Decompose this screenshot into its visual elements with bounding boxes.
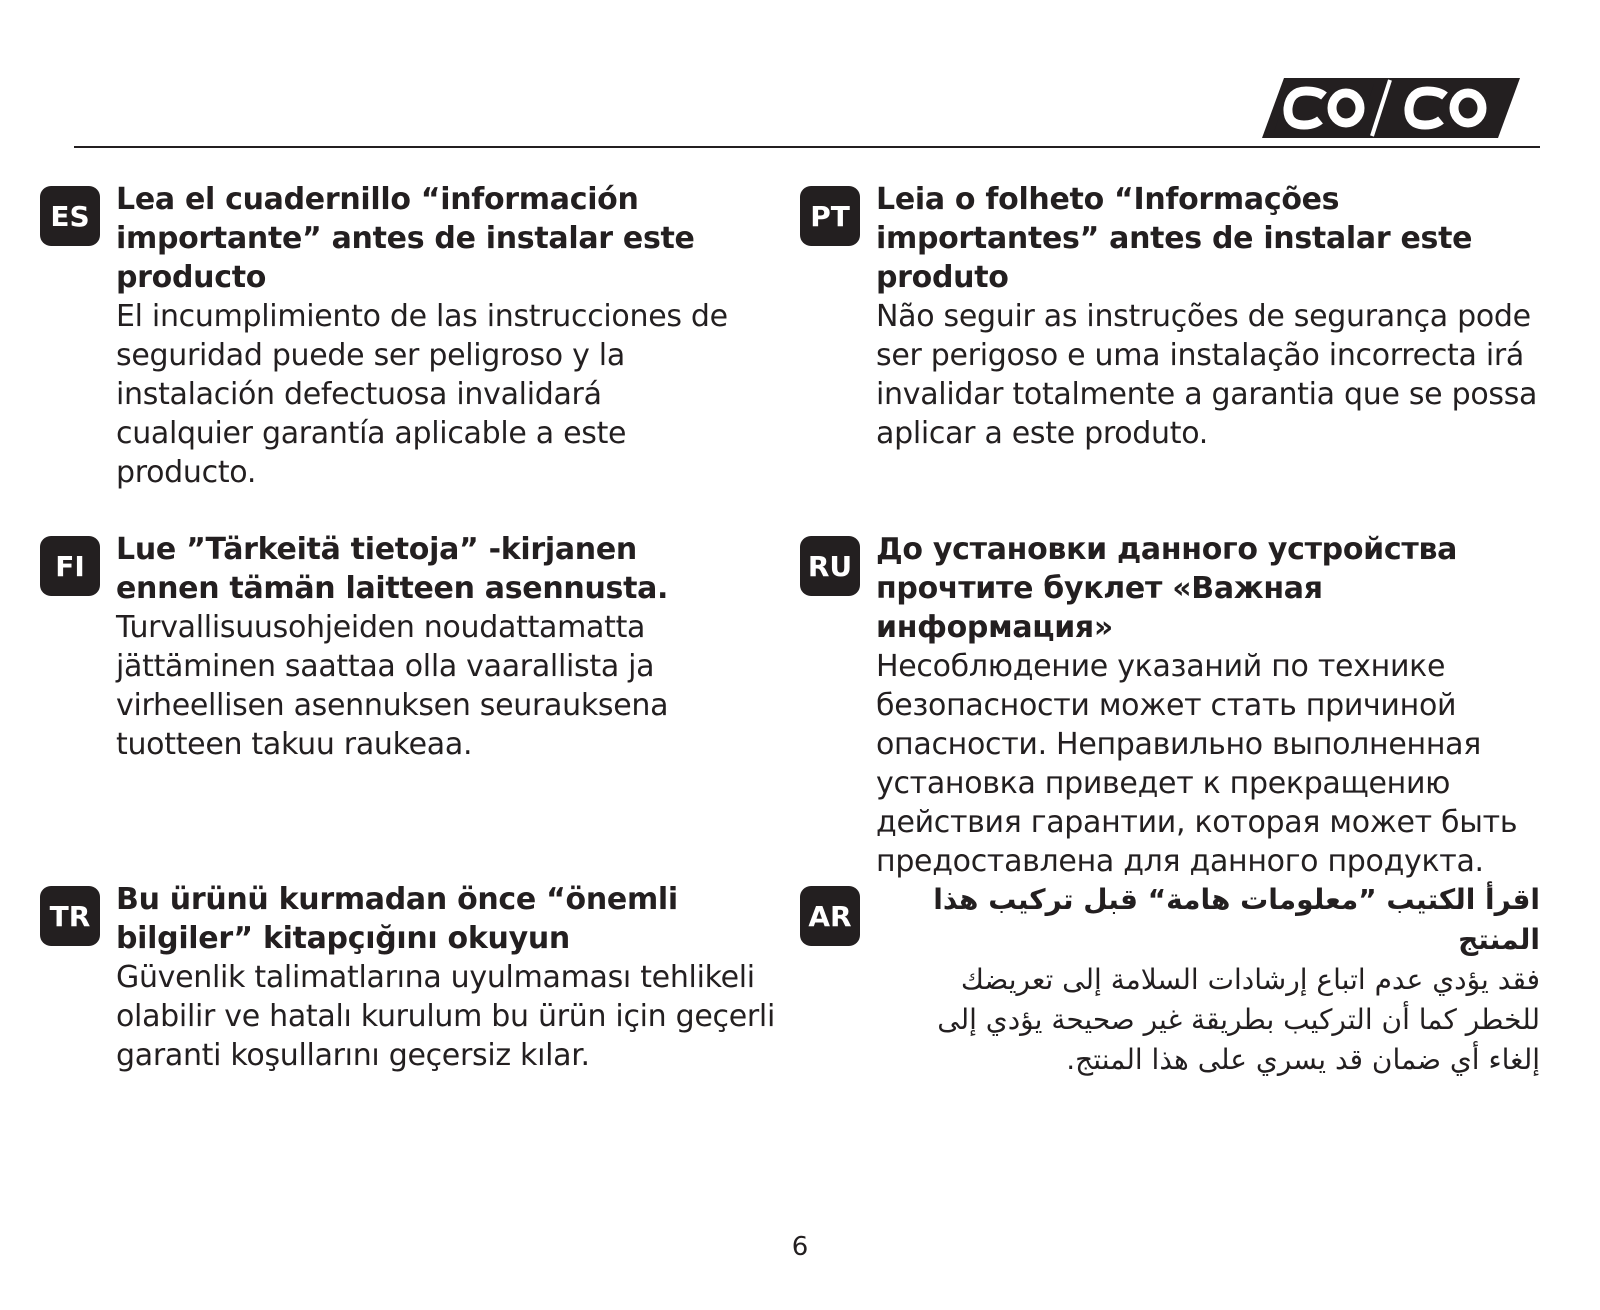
section-title: Bu ürünü kurmadan önce “önemli bilgiler” kitapçığını okuyun (116, 882, 678, 956)
language-badge: RU (800, 536, 860, 596)
section-ar (800, 880, 1540, 1080)
section-fi (40, 530, 740, 764)
section-text (895, 880, 1540, 1080)
section-es (40, 180, 740, 492)
language-badge: FI (40, 536, 100, 596)
section-title: Lea el cuadernillo “información importante” antes de instalar este producto (116, 182, 695, 295)
section-text (116, 180, 740, 492)
section-pt (800, 180, 1540, 453)
section-ru (800, 530, 1540, 881)
section-title: До установки данного устройства прочтите буклет «Важная информация» (876, 532, 1458, 645)
section-body: Несоблюдение указаний по технике безопасности может стать причиной опасности. Неправильно выполненная установка приведет к прекращению действия гарантии, которая может быть предоставлена для данного продукта. (876, 649, 1518, 879)
section-body: Turvallisuusohjeiden noudattamatta jättäminen saattaa olla vaarallista ja virheellisen asennuksen seurauksena tuotteen takuu raukeaa. (116, 610, 669, 762)
header-rule (74, 146, 1540, 148)
section-text (116, 530, 740, 764)
section-text (116, 880, 780, 1075)
section-title: اقرأ الكتيب ”معلومات هامة“ قبل تركيب هذا المنتج (933, 883, 1540, 956)
section-tr (40, 880, 780, 1075)
language-badge: TR (40, 886, 100, 946)
section-title: Leia o folheto “Informações importantes” antes de instalar este produto (876, 182, 1473, 295)
coco-logo (1262, 74, 1524, 142)
section-body: Não seguir as instruções de segurança pode ser perigoso e uma instalação incorrecta irá invalidar totalmente a garantia que se possa aplicar a este produto. (876, 299, 1538, 451)
section-title: Lue ”Tärkeitä tietoja” -kirjanen ennen tämän laitteen asennusta. (116, 532, 669, 606)
language-badge: PT (800, 186, 860, 246)
page-number: 6 (791, 1232, 809, 1262)
section-text (876, 180, 1540, 453)
section-text (876, 530, 1540, 881)
section-body: Güvenlik talimatlarına uyulmaması tehlikeli olabilir ve hatalı kurulum bu ürün için geçerli garanti koşullarını geçersiz kılar. (116, 960, 775, 1073)
section-body: فقد يؤدي عدم اتباع إرشادات السلامة إلى تعريضك للخطر كما أن التركيب بطريقة غير صحيحة يؤدي إلى إلغاء أي ضمان قد يسري على هذا المنتج. (937, 963, 1540, 1076)
language-badge: ES (40, 186, 100, 246)
section-body: El incumplimiento de las instrucciones de seguridad puede ser peligroso y la instalación defectuosa invalidará cualquier garantía aplicable a este producto. (116, 299, 728, 490)
language-badge: AR (800, 886, 860, 946)
